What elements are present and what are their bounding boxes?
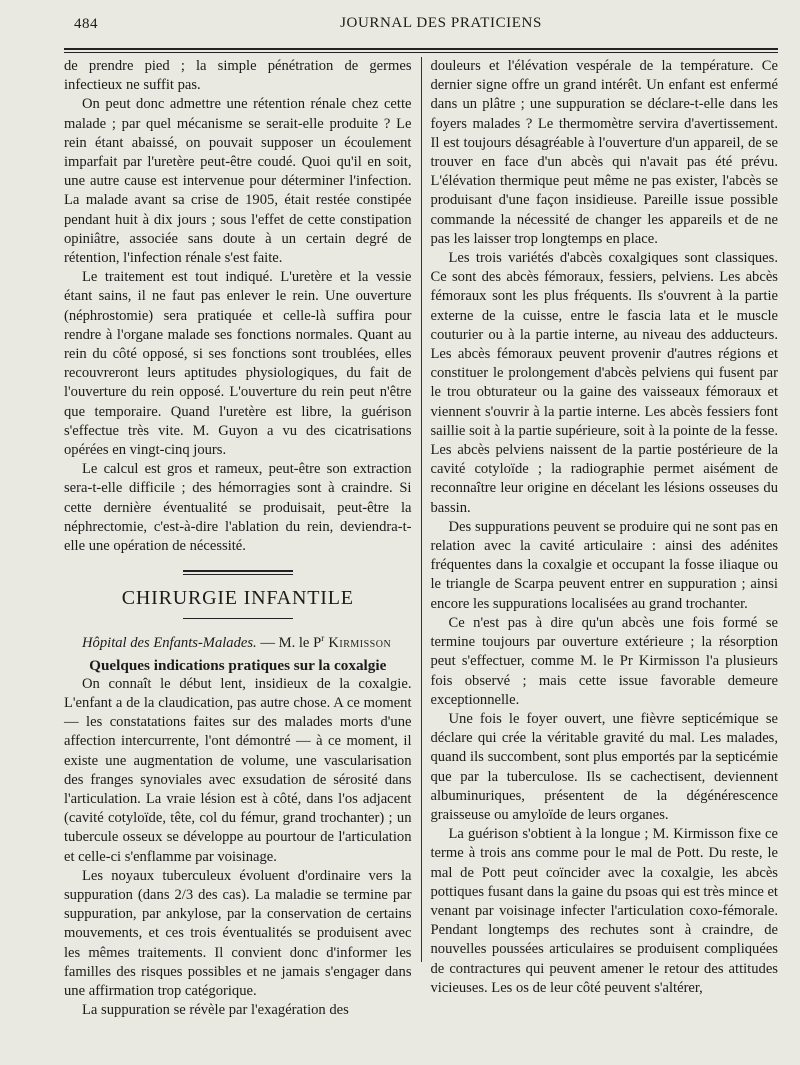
left-column: [64, 57, 412, 1020]
professor-title-sup: r: [321, 633, 325, 644]
page-number: 484: [74, 16, 98, 32]
section-title: CHIRURGIE INFANTILE: [121, 587, 354, 610]
column-divider: [421, 57, 422, 962]
paragraph: de prendre pied ; la simple pénétration de germes infectieux ne suffit pas.: [64, 58, 412, 94]
paragraph: Des suppurations peuvent se produire qui ne sont pas en relation avec la cavité articulaire : ainsi des adénites fréquentes dans la coxalgie et occupant la fosse iliaque ou le triangle de Scarpa peuvent entrer en suppuration ; ainsi encore les suppurations localisées au grand trochanter.: [430, 518, 778, 612]
paragraph: Ce n'est pas à dire qu'un abcès une fois formé se termine toujours par ouverture extérieure ; la résorption peut s'effectuer, comme M. le Pr Kirmisson l'a plusieurs fois observé ; mais cette issue favorable demeure exceptionnelle.: [430, 614, 778, 708]
paragraph: douleurs et l'élévation vespérale de la température. Ce dernier signe offre un grand intérêt. Un enfant est enfermé dans un plâtre ; une suppuration se déclare-t-elle dans les foyers malades ? Le thermomètre servira d'avertissement. Il est toujours désagréable à l'ouverture d'un appareil, de se trouver en face d'un abcès qui n'avait pas été prévu. L'élévation thermique peut même ne pas exister, l'abcès se produisant d'une façon insidieuse. Pareille issue possible commande la nécessité de changer les appareils et de ne pas les laisser trop longtemps en place.: [430, 58, 778, 247]
paragraph: On connaît le début lent, insidieux de la coxalgie. L'enfant a de la claudication, pas autre chose. A ce moment — les constatations faites sur des malades morts d'une affection intercurrente, l'ont démontré — à ce moment, il existe une augmentation de volume, une vascularisation des franges synoviales avec exsudation de sérosité dans l'articulation. La vraie lésion est à côté, dans l'os adjacent (cavité cotyloïde, tête, col du fémur, grand trochanter) ; un tubercule osseux se développe au pourtour de l'articulation et celle-ci s'enflamme par voisinage.: [64, 675, 412, 865]
page-header: [64, 14, 778, 36]
professor-name: Kirmisson: [324, 635, 392, 652]
professor-prefix: — M. le P: [256, 635, 322, 652]
paragraph: La guérison s'obtient à la longue ; M. Kirmisson fixe ce terme à trois ans comme pour le mal de Pott. Du reste, le mal de Pott peut coïncider avec la coxalgie, les abcès pottiques fusant dans la gaine du psoas qui est très mince et venant par voisinage infecter l'articulation coxo-fémorale. Pendant longtemps des rechutes sont à craindre, de nouvelles poussées articulaires se produisent compliquées de contractures qui peuvent amener le retour des attitudes vicieuses. Les os de leur côté peuvent s'altérer,: [430, 826, 778, 996]
section-heading-block: [64, 570, 412, 674]
header-rule: [64, 48, 778, 53]
paragraph: Les trois variétés d'abcès coxalgiques sont classiques. Ce sont des abcès fémoraux, fessiers, pelviens. Les abcès fémoraux sont les plus fréquents. Ils s'ouvrent à la partie externe de la cuisse, entre le fascia lata et le muscle couturier ou à la partie interne, au niveau des adducteurs. Les abcès fémoraux peuvent provenir d'autres régions et constituer le prolongement d'abcès pelviens qui fusent par le trou obturateur ou la gaine des vaisseaux fémoraux et viennent s'ouvrir à la partie interne. Les abcès fessiers font saillie soit à la partie supérieure, soit à la pointe de la fesse. Les abcès pelviens naissent de la partie postérieure de la cavité cotyloïde ; la radiographie permet aisément de reconnaître leur origine en décelant les lésions osseuses du bassin.: [430, 250, 778, 516]
hospital-name: Hôpital des Enfants-Malades.: [82, 635, 257, 652]
section-top-rule: [183, 570, 293, 575]
journal-title: JOURNAL DES PRATICIENS: [340, 15, 542, 31]
paragraph: La suppuration se révèle par l'exagération des: [82, 1002, 349, 1019]
paragraph: Une fois le foyer ouvert, une fièvre septicémique se déclare qui crée la véritable gravité du mal. Les malades, quand ils succombent, sont plus emportés par la septicémie que par la tuberculose. Ils se cachectisent, deviennent albuminuriques, présentent de la dégénérescence graisseuse ou amyloïde de leurs organes.: [430, 710, 778, 823]
right-column: [431, 57, 779, 1020]
article-title: Quelques indications pratiques sur la coxalgie: [89, 656, 387, 674]
section-bottom-rule: [183, 618, 293, 619]
paragraph: Les noyaux tuberculeux évoluent d'ordinaire vers la suppuration (dans 2/3 des cas). La maladie se termine par suppuration, par ankylose, par la conservation de certains mouvements, et ces trois éventualités se produisent avec les mêmes traitements. Il convient donc d'informer les familles des risques possibles et ne jamais s'engager dans une affirmation trop catégorique.: [64, 867, 412, 999]
hospital-line: [64, 629, 412, 653]
paragraph: On peut donc admettre une rétention rénale chez cette malade ; par quel mécanisme se serait-elle produite ? Le rein étant abaissé, on pouvait supposer un écoulement imparfait par l'uretère peut-être coudé. Quoi qu'il en soit, une autre cause est intervenue pour déterminer l'infection. La malade avant sa crise de 1905, était restée constipée pendant huit à dix jours ; sous l'effet de cette constipation opiniâtre, associée sans doute à un certain degré de rétention, l'infection rénale s'est faite.: [64, 96, 412, 267]
paragraph: Le calcul est gros et rameux, peut-être son extraction sera-t-elle difficile ; des hémorragies sont à craindre. Si cette dernière éventualité se produisait, peut-être la néphrectomie, c'est-à-dire l'ablation du rein, deviendra-t-elle une opération de nécessité.: [64, 461, 412, 555]
text-columns: [64, 57, 778, 1020]
paragraph: Le traitement est tout indiqué. L'uretère et la vessie étant sains, il ne faut pas enlever le rein. Une ouverture (néphrostomie) sera pratiquée et celle-là suffira pour rendre à l'organe malade ses fonctions normales. Quant au rein du côté opposé, si ses fonctions sont troublées, elles recouvreront leurs aptitudes physiologiques, du fait de l'ouverture du rein opposé. L'ouverture du rein peut n'être que temporaire. Quand l'uretère est libre, la guérison s'effectue très vite. M. Guyon a vu des cicatrisations opérées en vingt-cinq jours.: [64, 269, 412, 459]
